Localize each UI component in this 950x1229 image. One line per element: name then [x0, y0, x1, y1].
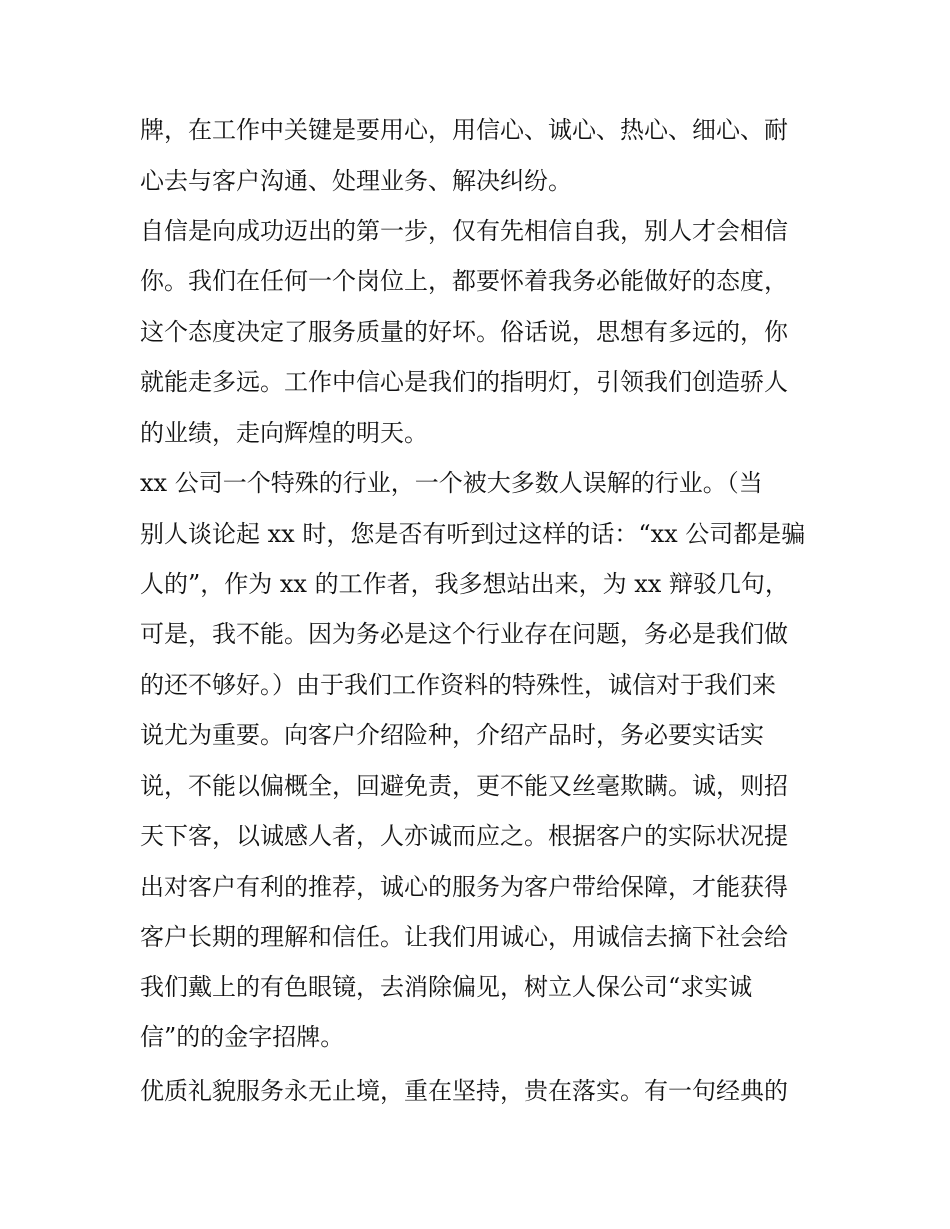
text-line: 别人谈论起 xx 时，您是否有听到过这样的话：“xx 公司都是骗: [140, 520, 806, 548]
text-line: 天下客，以诚感人者，人亦诚而应之。根据客户的实际状况提: [140, 822, 788, 850]
text-line: 你。我们在任何一个岗位上，都要怀着我务必能做好的态度，: [140, 267, 788, 295]
text-line: 可是，我不能。因为务必是这个行业存在问题，务必是我们做: [140, 620, 788, 648]
text-line: 信”的的金字招牌。: [140, 1023, 345, 1051]
text-line: 自信是向成功迈出的第一步，仅有先相信自我，别人才会相信: [140, 217, 788, 245]
text-line: xx 公司一个特殊的行业，一个被大多数人误解的行业。（当: [140, 469, 763, 497]
text-line: 出对客户有利的推荐，诚心的服务为客户带给保障，才能获得: [140, 873, 788, 901]
text-line: 说尤为重要。向客户介绍险种，介绍产品时，务必要实话实: [140, 721, 764, 749]
text-line: 人的”，作为 xx 的工作者，我多想站出来，为 xx 辩驳几句，: [140, 570, 789, 598]
text-line: 的业绩，走向辉煌的明天。: [140, 419, 428, 447]
text-line: 客户长期的理解和信任。让我们用诚心，用诚信去摘下社会给: [140, 923, 788, 951]
text-line: 牌，在工作中关键是要用心，用信心、诚心、热心、细心、耐: [140, 116, 788, 144]
text-line: 优质礼貌服务永无止境，重在坚持，贵在落实。有一句经典的: [140, 1077, 788, 1105]
text-line: 心去与客户沟通、处理业务、解决纠纷。: [140, 167, 572, 195]
text-line: 的还不够好。）由于我们工作资料的特殊性，诚信对于我们来: [140, 671, 776, 699]
text-line: 就能走多远。工作中信心是我们的指明灯，引领我们创造骄人: [140, 368, 788, 396]
text-line: 我们戴上的有色眼镜，去消除偏见，树立人保公司“求实诚: [140, 973, 753, 1001]
text-line: 这个态度决定了服务质量的好坏。俗话说，思想有多远的，你: [140, 318, 788, 346]
text-line: 说，不能以偏概全，回避免责，更不能又丝毫欺瞒。诚，则招: [140, 772, 788, 800]
